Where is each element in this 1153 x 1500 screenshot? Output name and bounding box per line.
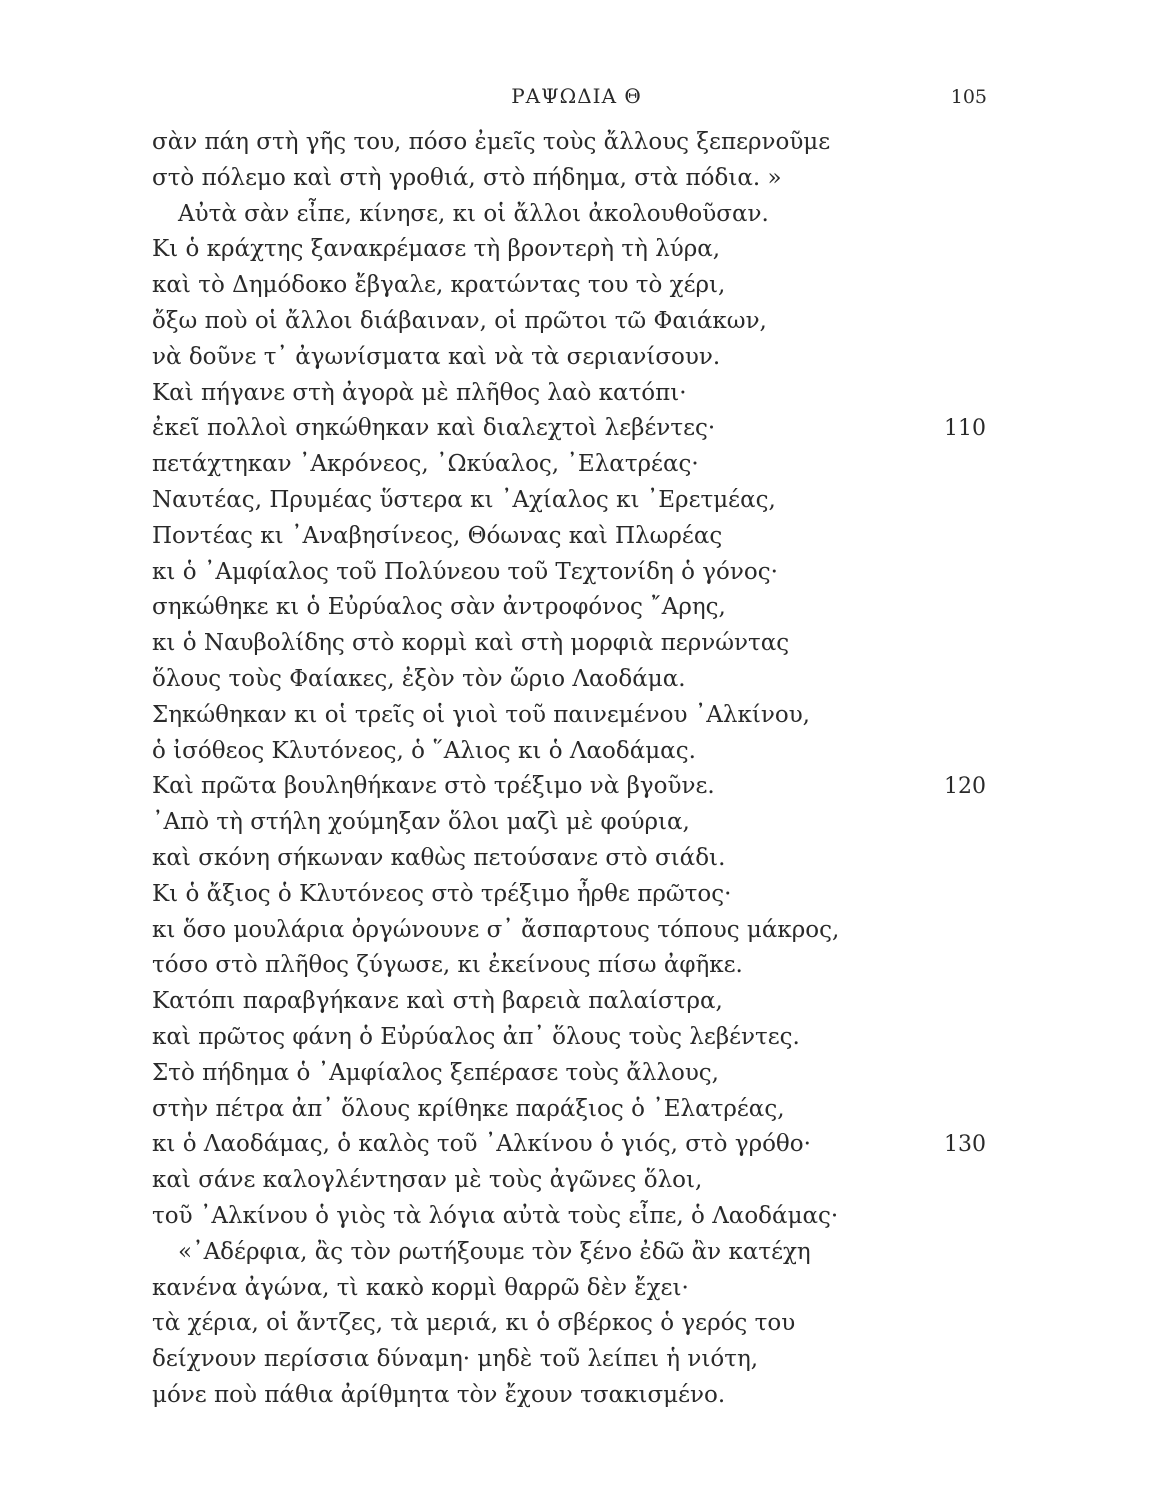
verse-line bbox=[152, 483, 912, 519]
verse-text: κι ὁ Ναυβολίδης στὸ κορμὶ καὶ στὴ μορφιὰ περνώντας bbox=[152, 630, 790, 657]
verse-line bbox=[152, 1020, 912, 1056]
verse-text: Ποντέας κι ᾽Αναβησίνεος, Θόωνας καὶ Πλωρέας bbox=[152, 522, 723, 549]
verse-line bbox=[152, 519, 912, 555]
running-head: ΡΑΨΩΔΙΑ Θ bbox=[511, 84, 642, 108]
verse-text: ὄξω ποὺ οἱ ἄλλοι διάβαιναν, οἱ πρῶτοι τῶ Φαιάκων, bbox=[152, 307, 767, 334]
verse-line bbox=[152, 1199, 912, 1235]
verse-line bbox=[152, 161, 912, 197]
verse-text: κι ὅσο μουλάρια ὀργώνουνε σ᾽ ἄσπαρτους τόπους μάκρος, bbox=[152, 916, 840, 943]
line-number: 130 bbox=[944, 1132, 986, 1158]
verse-text: κι ὁ Λαοδάμας, ὁ καλὸς τοῦ ᾽Αλκίνου ὁ γιός, στὸ γρόθο· bbox=[152, 1131, 811, 1158]
verse-line bbox=[152, 984, 912, 1020]
verse-line bbox=[152, 1342, 912, 1378]
verse-text: Αὐτὰ σὰν εἶπε, κίνησε, κι οἱ ἄλλοι ἀκολουθοῦσαν. bbox=[178, 200, 769, 227]
verse-text: «᾽Αδέρφια, ἂς τὸν ρωτήξουμε τὸν ξένο ἐδῶ ἂν κατέχη bbox=[178, 1238, 811, 1265]
verse-line bbox=[152, 948, 912, 984]
verse-line bbox=[152, 1235, 912, 1271]
verse-line bbox=[152, 913, 912, 949]
verse-line bbox=[152, 1092, 912, 1128]
verse-text: καὶ πρῶτος φάνη ὁ Εὐρύαλος ἀπ᾽ ὅλους τοὺς λεβέντες. bbox=[152, 1023, 800, 1050]
verse-line bbox=[152, 626, 912, 662]
verse-line bbox=[152, 590, 912, 626]
verse-text: τοῦ ᾽Αλκίνου ὁ γιὸς τὰ λόγια αὐτὰ τοὺς εἶπε, ὁ Λαοδάμας· bbox=[152, 1202, 839, 1229]
verse-block bbox=[152, 125, 986, 1414]
verse-text: Ναυτέας, Πρυμέας ὕστερα κι ᾽Αχίαλος κι ᾽Ερετμέας, bbox=[152, 486, 776, 513]
verse-line bbox=[152, 411, 986, 447]
verse-line bbox=[152, 1306, 912, 1342]
verse-text: δείχνουν περίσσια δύναμη· μηδὲ τοῦ λείπει ἡ νιότη, bbox=[152, 1346, 759, 1373]
verse-text: τὰ χέρια, οἱ ἄντζες, τὰ μεριά, κι ὁ σβέρκος ὁ γερός του bbox=[152, 1310, 796, 1337]
verse-text: Καὶ πρῶτα βουληθήκανε στὸ τρέξιμο νὰ βγοῦνε. bbox=[152, 773, 715, 800]
verse-line bbox=[152, 197, 912, 233]
verse-line bbox=[152, 769, 986, 805]
verse-text: στὸ πόλεμο καὶ στὴ γροθιά, στὸ πήδημα, στὰ πόδια. » bbox=[152, 164, 782, 191]
verse-text: κι ὁ ᾽Αμφίαλος τοῦ Πολύνεου τοῦ Τεχτονίδη ὁ γόνος· bbox=[152, 558, 778, 585]
verse-text: ὁ ἰσόθεος Κλυτόνεος, ὁ ῞Αλιος κι ὁ Λαοδάμας. bbox=[152, 737, 696, 764]
page-number: 105 bbox=[950, 86, 987, 108]
verse-text: καὶ σκόνη σήκωναν καθὼς πετούσανε στὸ σιάδι. bbox=[152, 844, 726, 871]
verse-line bbox=[152, 340, 912, 376]
verse-text: ἐκεῖ πολλοὶ σηκώθηκαν καὶ διαλεχτοὶ λεβέντες· bbox=[152, 415, 716, 442]
verse-line bbox=[152, 376, 912, 412]
verse-line bbox=[152, 662, 912, 698]
verse-line bbox=[152, 877, 912, 913]
verse-text: σηκώθηκε κι ὁ Εὐρύαλος σὰν ἀντροφόνος ῎Αρης, bbox=[152, 594, 726, 621]
verse-text: τόσο στὸ πλῆθος ζύγωσε, κι ἐκείνους πίσω ἀφῆκε. bbox=[152, 952, 743, 979]
verse-line bbox=[152, 232, 912, 268]
verse-text: κανένα ἀγώνα, τὶ κακὸ κορμὶ θαρρῶ δὲν ἔχει· bbox=[152, 1274, 689, 1301]
verse-line bbox=[152, 555, 912, 591]
verse-text: νὰ δοῦνε τ᾽ ἀγωνίσματα καὶ νὰ τὰ σεριανίσουν. bbox=[152, 343, 721, 370]
verse-text: ᾽Απὸ τὴ στήλη χούμηξαν ὅλοι μαζὶ μὲ φούρια, bbox=[152, 809, 690, 836]
verse-line bbox=[152, 734, 912, 770]
line-number: 110 bbox=[944, 416, 986, 442]
verse-text: στὴν πέτρα ἀπ᾽ ὅλους κρίθηκε παράξιος ὁ ᾽Ελατρέας, bbox=[152, 1095, 785, 1122]
verse-line bbox=[152, 125, 912, 161]
verse-text: καὶ τὸ Δημόδοκο ἔβγαλε, κρατώντας του τὸ χέρι, bbox=[152, 272, 726, 299]
verse-line bbox=[152, 698, 912, 734]
line-number: 120 bbox=[944, 774, 986, 800]
verse-line bbox=[152, 1163, 912, 1199]
verse-text: Κι ὁ κράχτης ξανακρέμασε τὴ βροντερὴ τὴ λύρα, bbox=[152, 236, 721, 263]
verse-text: πετάχτηκαν ᾽Ακρόνεος, ᾽Ωκύαλος, ᾽Ελατρέας· bbox=[152, 451, 699, 478]
verse-line bbox=[152, 447, 912, 483]
verse-line bbox=[152, 304, 912, 340]
verse-line bbox=[152, 1271, 912, 1307]
verse-text: ὅλους τοὺς Φαίακες, ἐξὸν τὸν ὥριο Λαοδάμα. bbox=[152, 665, 686, 692]
verse-line bbox=[152, 1378, 912, 1414]
verse-text: Κι ὁ ἄξιος ὁ Κλυτόνεος στὸ τρέξιμο ἦρθε πρῶτος· bbox=[152, 880, 732, 907]
verse-text: Σηκώθηκαν κι οἱ τρεῖς οἱ γιοὶ τοῦ παινεμένου ᾽Αλκίνου, bbox=[152, 701, 810, 728]
verse-line bbox=[152, 1056, 912, 1092]
verse-line bbox=[152, 1127, 986, 1163]
verse-line bbox=[152, 805, 912, 841]
verse-text: μόνε ποὺ πάθια ἀρίθμητα τὸν ἔχουν τσακισμένο. bbox=[152, 1381, 726, 1408]
verse-text: Κατόπι παραβγήκανε καὶ στὴ βαρειὰ παλαίστρα, bbox=[152, 988, 723, 1015]
verse-text: σὰν πάη στὴ γῆς του, πόσο ἐμεῖς τοὺς ἄλλους ξεπερνοῦμε bbox=[152, 129, 831, 155]
verse-line bbox=[152, 841, 912, 877]
verse-line bbox=[152, 268, 912, 304]
verse-text: Καὶ πήγανε στὴ ἀγορὰ μὲ πλῆθος λαὸ κατόπι· bbox=[152, 379, 687, 406]
verse-text: καὶ σάνε καλογλέντησαν μὲ τοὺς ἀγῶνες ὅλοι, bbox=[152, 1167, 703, 1194]
verse-text: Στὸ πήδημα ὁ ᾽Αμφίαλος ξεπέρασε τοὺς ἄλλους, bbox=[152, 1059, 719, 1086]
